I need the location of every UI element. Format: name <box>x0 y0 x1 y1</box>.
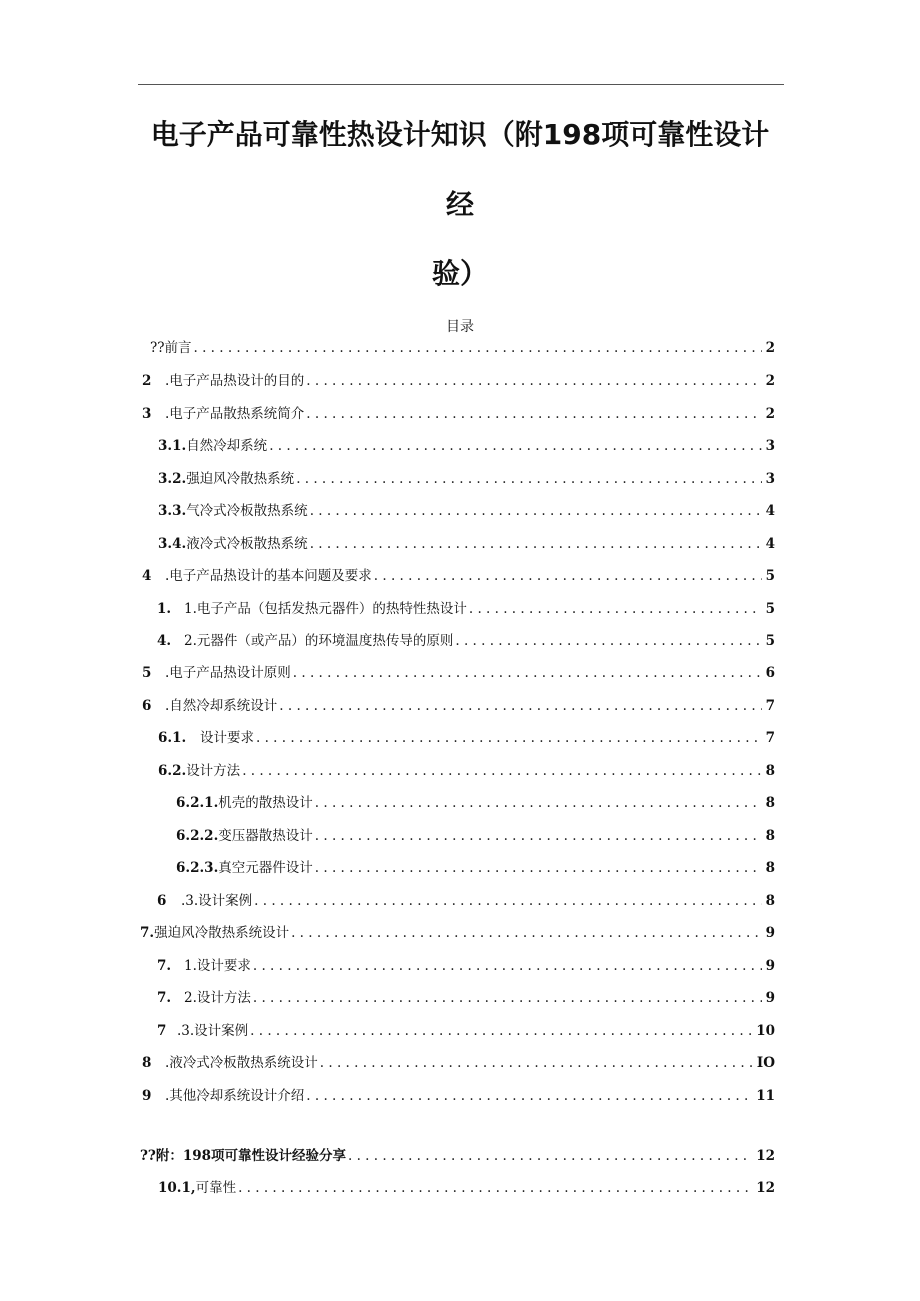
toc-leader-dots <box>315 826 762 846</box>
toc-entry[interactable] <box>157 956 775 976</box>
toc-leader-dots <box>306 404 761 424</box>
toc-heading: 目录 <box>446 319 474 335</box>
toc-entry-number: 4 <box>142 568 152 584</box>
toc-entry-title: 2.设计方法 <box>184 990 251 1006</box>
toc-entry[interactable] <box>158 761 775 781</box>
toc-entry[interactable] <box>158 469 775 489</box>
toc-entry-number: 1. <box>157 601 172 617</box>
toc-entry-number: 7. <box>157 990 172 1006</box>
toc-entry-number: 7. <box>140 925 155 941</box>
toc-entry[interactable] <box>142 566 775 586</box>
toc-entry-title: .自然冷却系统设计 <box>165 698 278 714</box>
toc-entry-number: 7. <box>157 958 172 974</box>
toc-entry-title: 液冷式冷板散热系统 <box>186 536 308 552</box>
toc-entry-title: 1.设计要求 <box>184 958 251 974</box>
toc-leader-dots <box>291 923 762 943</box>
toc-entry[interactable] <box>140 923 775 943</box>
toc-entry-page: 5 <box>765 633 775 649</box>
toc-leader-dots <box>310 501 762 521</box>
toc-entry-page: 8 <box>765 893 775 909</box>
toc-entry-title: .其他冷却系统设计介绍 <box>165 1088 305 1104</box>
toc-entry[interactable] <box>142 696 775 716</box>
toc-entry-number: 3.2. <box>158 471 187 487</box>
toc-entry-number: 8 <box>142 1055 152 1071</box>
toc-leader-dots <box>306 371 761 391</box>
toc-entry-number: 3 <box>142 406 152 422</box>
toc-entry[interactable] <box>157 1021 775 1041</box>
toc-entry[interactable] <box>140 1146 775 1166</box>
toc-entry-page: 4 <box>765 536 775 552</box>
toc-entry-page: 8 <box>765 828 775 844</box>
toc-entry-number: 10.1, <box>158 1180 196 1196</box>
toc-entry-number: 4. <box>157 633 172 649</box>
toc-entry-page: 10 <box>756 1023 775 1039</box>
toc-entry-number: 6 <box>142 698 152 714</box>
toc-entry-page: 5 <box>765 601 775 617</box>
header-rule <box>138 84 784 85</box>
toc-entry[interactable] <box>157 988 775 1008</box>
toc-entry-page: 2 <box>765 406 775 422</box>
toc-entry-number: 3.3. <box>158 503 187 519</box>
toc-entry-page: 12 <box>756 1180 775 1196</box>
toc-entry-page: 8 <box>765 860 775 876</box>
toc-leader-dots <box>269 436 761 456</box>
document-title-line-2: 经 <box>445 188 474 221</box>
toc-entry-title: ??附：198项可靠性设计经验分享 <box>140 1148 346 1164</box>
toc-entry-title: 气冷式冷板散热系统 <box>186 503 308 519</box>
toc-entry-title: .3.设计案例 <box>177 1023 249 1039</box>
toc-entry-title: 自然冷却系统 <box>186 438 268 454</box>
toc-entry-title: .电子产品热设计的基本问题及要求 <box>165 568 372 584</box>
toc-entry[interactable] <box>158 534 775 554</box>
toc-entry-number: 5 <box>142 665 152 681</box>
toc-entry-page: 3 <box>765 438 775 454</box>
toc-leader-dots <box>253 988 762 1008</box>
toc-entry-page: 3 <box>765 471 775 487</box>
toc-entry-title: 机壳的散热设计 <box>218 795 313 811</box>
toc-entry-page: 7 <box>765 698 775 714</box>
toc-entry-page: IO <box>756 1055 775 1071</box>
toc-leader-dots <box>279 696 761 716</box>
toc-entry-title: .3.设计案例 <box>181 893 253 909</box>
toc-entry-title: 设计方法 <box>186 763 241 779</box>
toc-entry-number: 3.4. <box>158 536 187 552</box>
toc-entry-title: .电子产品散热系统简介 <box>165 406 305 422</box>
toc-entry-title: 真空元器件设计 <box>218 860 313 876</box>
toc-leader-dots <box>238 1178 752 1198</box>
toc-entry[interactable] <box>176 826 775 846</box>
toc-entry-page: 9 <box>765 990 775 1006</box>
toc-entry-number: 6.2.1. <box>176 795 219 811</box>
toc-entry-page: 2 <box>765 340 775 356</box>
toc-entry-title: .电子产品热设计原则 <box>165 665 291 681</box>
toc-leader-dots <box>193 338 761 358</box>
toc-entry-title: 2.元器件（或产品）的环境温度热传导的原则 <box>184 633 454 649</box>
toc-leader-dots <box>254 891 761 911</box>
toc-entry-number: 9 <box>142 1088 152 1104</box>
toc-entry[interactable] <box>157 631 775 651</box>
toc-entry[interactable] <box>158 501 775 521</box>
toc-leader-dots <box>253 956 762 976</box>
toc-entry-number: 6 <box>157 893 167 909</box>
toc-entry-page: 11 <box>756 1088 775 1104</box>
toc-entry-page: 7 <box>765 730 775 746</box>
toc-entry-page: 5 <box>765 568 775 584</box>
toc-leader-dots <box>315 858 762 878</box>
toc-entry-number: 6.1. <box>158 730 187 746</box>
toc-entry-number: 3.1. <box>158 438 187 454</box>
toc-entry[interactable] <box>176 858 775 878</box>
toc-entry-page: 12 <box>756 1148 775 1164</box>
toc-leader-dots <box>306 1086 752 1106</box>
toc-entry[interactable] <box>142 1086 775 1106</box>
toc-entry[interactable] <box>158 436 775 456</box>
toc-entry-page: 6 <box>765 665 775 681</box>
toc-leader-dots <box>296 469 761 489</box>
toc-entry-page: 9 <box>765 925 775 941</box>
toc-entry-title: 1.电子产品（包括发热元器件）的热特性热设计 <box>184 601 467 617</box>
toc-entry[interactable] <box>176 793 775 813</box>
toc-entry[interactable] <box>158 728 775 748</box>
toc-entry-page: 8 <box>765 763 775 779</box>
toc-entry-title: 变压器散热设计 <box>218 828 313 844</box>
toc-entry-title: .电子产品热设计的目的 <box>165 373 305 389</box>
toc-entry-page: 8 <box>765 795 775 811</box>
toc-entry-title: 强迫风冷散热系统 <box>186 471 295 487</box>
toc-entry-number: 6.2.3. <box>176 860 219 876</box>
toc-leader-dots <box>348 1146 752 1166</box>
toc-leader-dots <box>320 1053 753 1073</box>
toc-entry[interactable] <box>157 599 775 619</box>
toc-leader-dots <box>250 1021 752 1041</box>
toc-entry[interactable] <box>150 338 775 358</box>
toc-entry-page: 9 <box>765 958 775 974</box>
toc-entry-title: 设计要求 <box>200 730 254 746</box>
toc-leader-dots <box>256 728 762 748</box>
toc-entry[interactable] <box>158 1178 775 1198</box>
toc-entry[interactable] <box>142 1053 775 1073</box>
toc-leader-dots <box>455 631 761 651</box>
toc-leader-dots <box>469 599 762 619</box>
toc-entry-number: 6.2.2. <box>176 828 219 844</box>
toc-leader-dots <box>374 566 762 586</box>
toc-entry[interactable] <box>157 891 775 911</box>
toc-entry-title: .液冷式冷板散热系统设计 <box>165 1055 318 1071</box>
toc-entry[interactable] <box>142 371 775 391</box>
toc-entry[interactable] <box>142 404 775 424</box>
toc-leader-dots <box>293 663 762 683</box>
toc-entry-number: 7 <box>157 1023 167 1039</box>
toc-leader-dots <box>310 534 762 554</box>
document-title-line-1: 电子产品可靠性热设计知识（附198项可靠性设计 <box>150 118 770 151</box>
toc-entry-number: 2 <box>142 373 152 389</box>
toc-entry-title: ??前言 <box>150 340 192 356</box>
toc-entry[interactable] <box>142 663 775 683</box>
toc-leader-dots <box>242 761 761 781</box>
toc-entry-title: 强迫风冷散热系统设计 <box>154 925 290 941</box>
toc-entry-title: 可靠性 <box>195 1180 237 1196</box>
toc-leader-dots <box>315 793 762 813</box>
toc-entry-number: 6.2. <box>158 763 187 779</box>
document-title-line-3: 验） <box>431 257 488 290</box>
toc-entry-page: 2 <box>765 373 775 389</box>
toc-entry-page: 4 <box>765 503 775 519</box>
